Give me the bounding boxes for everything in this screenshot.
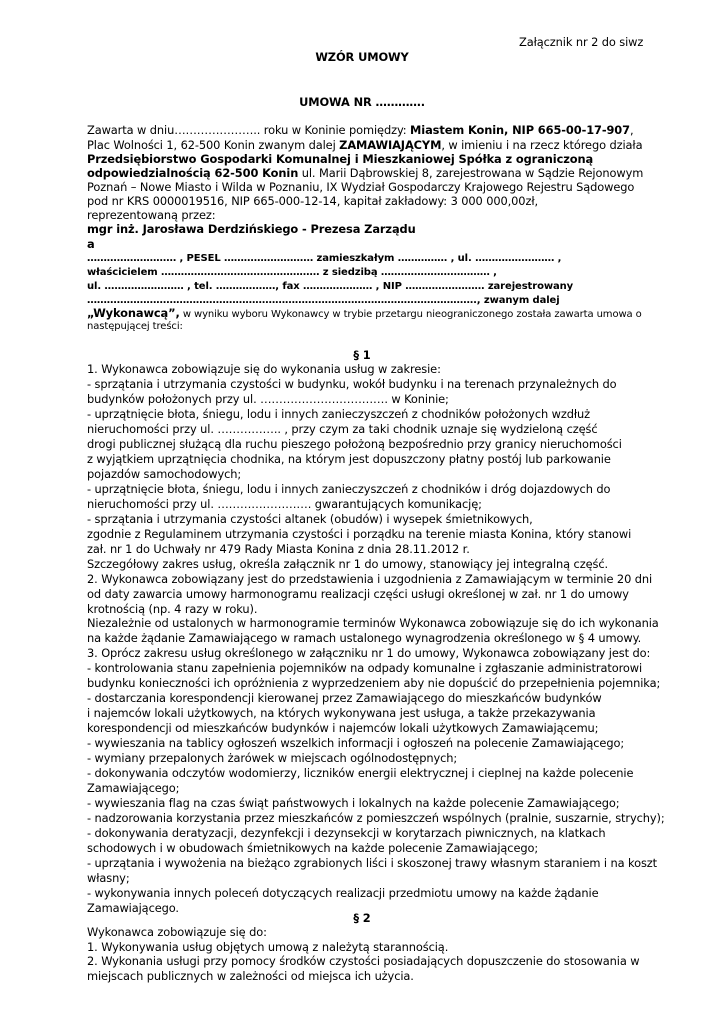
paragraph-line: Niezależnie od ustalonych w harmonogramie terminów Wykonawca zobowiązuje się do ich wykonania [87, 616, 659, 631]
paragraph-line: - wykonywania innych poleceń dotyczących realizacji przedmiotu umowy na każde żądanie [87, 885, 599, 900]
paragraph-line: schodowych i w obudowach śmietnikowych na każde polecenie Zamawiającego; [87, 841, 539, 856]
paragraph-line: zał. nr 1 do Uchwały nr 479 Rady Miasta Konina z dnia 28.11.2012 r. [87, 541, 470, 556]
paragraph-line: Zamawiającego; [87, 781, 180, 796]
paragraph-line: zgodnie z Regulaminem utrzymania czystości i porządku na terenie miasta Konina, który stanowi [87, 526, 632, 541]
contractor-blank-line: ul. …………………… , tel. ………………, fax ………………… , NIP …………………… zarejestrowany [87, 281, 574, 292]
section-2-heading: § 2 [353, 911, 371, 925]
intro-line: reprezentowaną przez: [87, 208, 216, 222]
intro-line: Zawarta w dniu………………….. roku w Koninie pomiędzy: Miastem Konin, NIP 665-00-17-907, [87, 123, 634, 137]
paragraph-line: 1. Wykonawca zobowiązuje się do wykonania usług w zakresie: [87, 362, 441, 376]
intro-line: Poznań – Nowe Miasto i Wilda w Poznaniu, IX Wydział Gospodarczy Krajowego Rejestru Sądowego [87, 180, 635, 194]
intro-line: pod nr KRS 0000019516, NIP 665-000-12-14, kapitał zakładowy: 3 000 000,00zł, [87, 194, 538, 208]
intro-line: Przedsiębiorstwo Gospodarki Komunalnej i Mieszkaniowej Spółka z ograniczoną [87, 152, 594, 166]
paragraph-line: - wymiany przepalonych żarówek w miejscach ogólnodostępnych; [87, 751, 458, 766]
paragraph-line: - dostarczania korespondencji kierowanej przez Zamawiającego do mieszkańców budynków [87, 691, 602, 706]
contractor-blank-line: ………………………………………………………………………………………………………., zwanym dalej [87, 295, 560, 306]
contractor-blank-line: właścicielem ………………………………………… z siedzibą …………………………… , [87, 267, 497, 278]
paragraph-line: nieruchomości przy ul. …………….. , przy czym za taki chodnik uznaje się wydzieloną część [87, 421, 598, 436]
paragraph-line: Wykonawca zobowiązuje się do: [87, 925, 267, 939]
intro-line: „Wykonawcą”, w wyniku wyboru Wykonawcy w trybie przetargu nieograniczonego została zawarta umowa o [87, 306, 642, 320]
paragraph-line: 2. Wykonania usługi przy pomocy środków czystości posiadających dopuszczenie do stosowania w [87, 954, 640, 968]
paragraph-line: - nadzorowania korzystania przez mieszkańców z pomieszczeń wspólnych (pralnie, suszarnie, strychy); [87, 811, 665, 826]
paragraph-line: Zamawiającego. [87, 900, 179, 915]
contractor-blank-line: ……………………… , PESEL ……………………… zamieszkałym …………… , ul. …………………… , [87, 253, 562, 264]
paragraph-line: - uprzątnięcie błota, śniegu, lodu i innych zanieczyszczeń z chodników położonych wzdłuż [87, 406, 590, 421]
paragraph-line: drogi publicznej służącą dla ruchu pieszego położoną bezpośrednio przy granicy nieruchomości [87, 436, 622, 451]
paragraph-line: nieruchomości przy ul. ……………………. gwarantujących komunikację; [87, 496, 482, 511]
paragraph-line: miejscach publicznych w zależności od miejsca ich użycia. [87, 968, 414, 983]
representative-name: mgr inż. Jarosława Derdzińskiego - Prezesa Zarządu [87, 222, 416, 236]
intro-line: odpowiedzialnością 62-500 Konin ul. Marii Dąbrowskiej 8, zarejestrowana w Sądzie Rejonowym [87, 166, 644, 180]
intro-line: a [87, 237, 95, 251]
document-title: WZÓR UMOWY [315, 50, 409, 64]
paragraph-line: - uprzątnięcie błota, śniegu, lodu i innych zanieczyszczeń z chodników i dróg dojazdowych do [87, 481, 611, 496]
paragraph-line: korespondencji od mieszkańców budynków i najemców lokali użytkowych Zamawiającemu; [87, 721, 599, 736]
paragraph-line: własny; [87, 870, 130, 885]
paragraph-line: 3. Oprócz zakresu usług określonego w załączniku nr 1 do umowy, Wykonawca zobowiązany jest do: [87, 646, 651, 661]
paragraph-line: - sprzątania i utrzymania czystości w budynku, wokół budynku i na terenach przynależnych do [87, 376, 617, 391]
paragraph-line: - wywieszania flag na czas świąt państwowych i lokalnych na każde polecenie Zamawiającego; [87, 796, 620, 811]
paragraph-line: budynku konieczności ich opróżnienia z wyprzedzeniem aby nie dopuścić do przepełnienia pojemnika; [87, 676, 661, 691]
annex-note: Załącznik nr 2 do siwz [519, 35, 644, 49]
intro-line: następującej treści: [87, 321, 183, 332]
paragraph-line: - dokonywania odczytów wodomierzy, liczników energii elektrycznej i cieplnej na każde polecenie [87, 766, 634, 781]
paragraph-line: na każde żądanie Zamawiającego w ramach ustalonego wynagrodzenia określonego w § 4 umowy. [87, 631, 642, 646]
paragraph-line: - uprzątania i wywożenia na bieżąco zgrabionych liści i skoszonej trawy własnym staraniem i na koszt [87, 856, 658, 870]
intro-line: Plac Wolności 1, 62-500 Konin zwanym dalej ZAMAWIAJĄCYM, w imieniu i na rzecz którego działa [87, 138, 643, 152]
paragraph-line: - wywieszania na tablicy ogłoszeń wszelkich informacji i ogłoszeń na polecenie Zamawiającego; [87, 736, 625, 751]
paragraph-line: od daty zawarcia umowy harmonogramu realizacji części usługi określonej w zał. nr 1 do umowy [87, 586, 629, 601]
paragraph-line: 2. Wykonawca zobowiązany jest do przedstawienia i uzgodnienia z Zamawiającym w terminie 20 dni [87, 571, 653, 586]
paragraph-line: budynków położonych przy ul. ……………………………. w Koninie; [87, 391, 449, 406]
contract-number: UMOWA NR …………. [299, 95, 425, 109]
section-1-heading: § 1 [353, 348, 371, 362]
paragraph-line: krotnością (np. 4 razy w roku). [87, 601, 258, 616]
paragraph-line: z wyjątkiem uprzątnięcia chodnika, na którym jest dopuszczony płatny postój lub parkowanie [87, 451, 611, 466]
paragraph-line: - dokonywania deratyzacji, dezynfekcji i dezynsekcji w korytarzach piwnicznych, na klatkach [87, 826, 606, 841]
paragraph-line: 1. Wykonywania usług objętych umową z należytą starannością. [87, 939, 449, 954]
paragraph-line: Szczegółowy zakres usług, określa załącznik nr 1 do umowy, stanowiący jej integralną część. [87, 556, 609, 571]
paragraph-line: - sprzątania i utrzymania czystości altanek (obudów) i wysepek śmietnikowych, [87, 511, 533, 526]
paragraph-line: pojazdów samochodowych; [87, 466, 242, 481]
paragraph-line: - kontrolowania stanu zapełnienia pojemników na odpady komunalne i zgłaszanie administratorowi [87, 661, 643, 676]
paragraph-line: i najemców lokali użytkowych, na których wykonywana jest usługa, a także przekazywania [87, 706, 596, 721]
